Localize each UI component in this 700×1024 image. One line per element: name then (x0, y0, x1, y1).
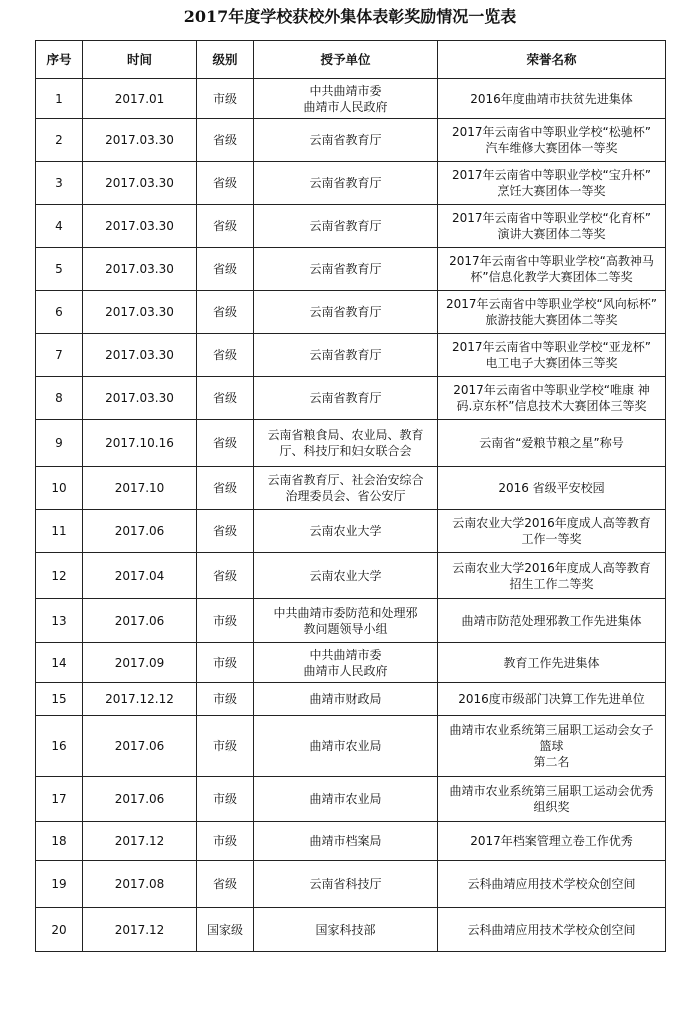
table-row (36, 777, 666, 822)
cell-level: 省级 (197, 553, 254, 599)
table-row (36, 599, 666, 643)
cell-granting-unit-line: 曲靖市农业局 (309, 792, 382, 806)
header-granting-unit: 授予单位 (254, 41, 438, 79)
cell-level: 省级 (197, 119, 254, 162)
cell-granting-unit (254, 908, 438, 952)
cell-honor-name-line: 2017年云南省中等职业学校“松驰杯” (452, 125, 651, 139)
table-row (36, 822, 666, 861)
cell-granting-unit-line: 云南农业大学 (309, 568, 382, 583)
table-row (36, 643, 666, 683)
cell-number: 1 (36, 79, 83, 119)
cell-number: 4 (36, 205, 83, 248)
table-row (36, 119, 666, 162)
cell-granting-unit-line: 云南省教育厅 (309, 219, 382, 233)
header-date: 时间 (83, 41, 197, 79)
cell-honor-name-line: 旅游技能大赛团体二等奖 (485, 313, 618, 327)
cell-honor-name (438, 861, 666, 908)
cell-number: 19 (36, 861, 83, 908)
cell-date: 2017.03.30 (83, 334, 197, 377)
cell-honor-name (438, 420, 666, 467)
cell-granting-unit-line: 曲靖市人民政府 (303, 663, 388, 678)
cell-date: 2017.12 (83, 908, 197, 952)
cell-granting-unit-line: 曲靖市档案局 (309, 834, 382, 848)
cell-level: 省级 (197, 861, 254, 908)
cell-honor-name-line: 云南省“爱粮节粮之星”称号 (479, 436, 624, 450)
cell-granting-unit-line: 曲靖市人民政府 (303, 99, 388, 114)
cell-date: 2017.12.12 (83, 683, 197, 716)
table-row (36, 79, 666, 119)
cell-granting-unit-line: 中共曲靖市委 (309, 83, 382, 98)
cell-level: 市级 (197, 599, 254, 643)
cell-number: 2 (36, 119, 83, 162)
cell-granting-unit-line: 曲靖市财政局 (309, 692, 382, 706)
cell-honor-name (438, 683, 666, 716)
table-row (36, 205, 666, 248)
cell-granting-unit-line: 云南省教育厅 (309, 305, 382, 319)
cell-honor-name-line: 2017年云南省中等职业学校“亚龙杯” (452, 340, 651, 354)
cell-honor-name-line: 教育工作先进集体 (503, 655, 600, 670)
cell-honor-name-line: 2017年云南省中等职业学校“宝升杯” (452, 168, 651, 182)
cell-number: 9 (36, 420, 83, 467)
table-row (36, 716, 666, 777)
cell-granting-unit (254, 716, 438, 777)
cell-number: 20 (36, 908, 83, 952)
cell-granting-unit (254, 643, 438, 683)
cell-honor-name (438, 467, 666, 510)
cell-date: 2017.09 (83, 643, 197, 683)
cell-date: 2017.10.16 (83, 420, 197, 467)
cell-date: 2017.06 (83, 716, 197, 777)
cell-honor-name (438, 822, 666, 861)
cell-honor-name-line: 2016年度曲靖市扶贫先进集体 (470, 91, 633, 106)
cell-level: 省级 (197, 205, 254, 248)
cell-granting-unit-line: 云南省教育厅 (309, 262, 382, 276)
cell-date: 2017.03.30 (83, 119, 197, 162)
cell-date: 2017.04 (83, 553, 197, 599)
cell-honor-name (438, 716, 666, 777)
table-row (36, 291, 666, 334)
cell-date: 2017.03.30 (83, 377, 197, 420)
cell-level: 市级 (197, 822, 254, 861)
cell-granting-unit-line: 云南省教育厅 (309, 391, 382, 405)
table-row (36, 248, 666, 291)
page-title: 2017年度学校获校外集体表彰奖励情况一览表 (183, 7, 517, 26)
cell-granting-unit (254, 467, 438, 510)
cell-granting-unit-line: 云南省教育厅 (309, 348, 382, 362)
cell-granting-unit-line: 厅、科技厅和妇女联合会 (279, 444, 412, 458)
cell-level: 省级 (197, 510, 254, 553)
cell-granting-unit (254, 553, 438, 599)
cell-level: 省级 (197, 420, 254, 467)
cell-number: 10 (36, 467, 83, 510)
cell-honor-name (438, 334, 666, 377)
cell-honor-name-line: 2017年档案管理立卷工作优秀 (470, 834, 633, 848)
cell-granting-unit-line: 中共曲靖市委 (309, 647, 382, 662)
cell-granting-unit (254, 861, 438, 908)
cell-honor-name-line: 第二名 (533, 755, 570, 769)
cell-granting-unit-line: 云南省科技厅 (309, 877, 382, 891)
cell-number: 13 (36, 599, 83, 643)
cell-honor-name-line: 曲靖市农业系统第三届职工运动会女子 (449, 723, 654, 737)
cell-honor-name-line: 码.京东杯”信息技术大赛团体三等奖 (456, 399, 647, 413)
cell-level: 国家级 (197, 908, 254, 952)
cell-date: 2017.10 (83, 467, 197, 510)
cell-honor-name (438, 908, 666, 952)
cell-number: 15 (36, 683, 83, 716)
cell-number: 12 (36, 553, 83, 599)
cell-date: 2017.06 (83, 777, 197, 822)
cell-honor-name-line: 2017年云南省中等职业学校“化育杯” (452, 211, 651, 225)
cell-honor-name (438, 291, 666, 334)
cell-granting-unit-line: 教问题领导小组 (303, 621, 388, 636)
cell-honor-name (438, 599, 666, 643)
cell-granting-unit (254, 377, 438, 420)
cell-number: 17 (36, 777, 83, 822)
cell-granting-unit (254, 205, 438, 248)
cell-honor-name (438, 553, 666, 599)
header-honor-name: 荣誉名称 (438, 41, 666, 79)
cell-granting-unit (254, 291, 438, 334)
table-row (36, 683, 666, 716)
cell-date: 2017.03.30 (83, 248, 197, 291)
cell-honor-name (438, 777, 666, 822)
cell-date: 2017.08 (83, 861, 197, 908)
cell-honor-name-line: 2017年云南省中等职业学校“高教神马 (449, 254, 654, 268)
cell-date: 2017.01 (83, 79, 197, 119)
cell-granting-unit (254, 420, 438, 467)
header-number: 序号 (36, 41, 83, 79)
cell-date: 2017.06 (83, 510, 197, 553)
cell-date: 2017.06 (83, 599, 197, 643)
cell-honor-name-line: 工作一等奖 (521, 532, 582, 546)
table-row (36, 420, 666, 467)
cell-number: 3 (36, 162, 83, 205)
cell-granting-unit (254, 510, 438, 553)
cell-granting-unit (254, 248, 438, 291)
cell-date: 2017.03.30 (83, 162, 197, 205)
cell-honor-name (438, 377, 666, 420)
cell-honor-name-line: 曲靖市防范处理邪教工作先进集体 (461, 613, 642, 628)
cell-date: 2017.03.30 (83, 291, 197, 334)
cell-honor-name-line: 云科曲靖应用技术学校众创空间 (467, 877, 636, 891)
table-body (36, 79, 666, 952)
cell-level: 省级 (197, 377, 254, 420)
cell-honor-name-line: 汽车维修大赛团体一等奖 (485, 141, 618, 155)
cell-honor-name-line: 曲靖市农业系统第三届职工运动会优秀 (449, 784, 654, 798)
cell-granting-unit (254, 162, 438, 205)
cell-level: 省级 (197, 291, 254, 334)
table-row (36, 861, 666, 908)
cell-honor-name (438, 162, 666, 205)
cell-honor-name-line: 招生工作二等奖 (509, 576, 594, 591)
cell-honor-name-line: 电工电子大赛团体三等奖 (485, 356, 618, 370)
cell-honor-name (438, 79, 666, 119)
cell-honor-name-line: 2017年云南省中等职业学校“唯康 神 (453, 383, 650, 397)
cell-granting-unit-line: 云南省粮食局、农业局、教育 (267, 428, 424, 442)
table-row (36, 553, 666, 599)
cell-granting-unit (254, 79, 438, 119)
cell-granting-unit (254, 822, 438, 861)
table-header-row (36, 41, 666, 79)
cell-number: 16 (36, 716, 83, 777)
cell-number: 14 (36, 643, 83, 683)
cell-date: 2017.03.30 (83, 205, 197, 248)
awards-table (35, 40, 666, 952)
cell-honor-name (438, 205, 666, 248)
table-row (36, 162, 666, 205)
cell-honor-name-line: 演讲大赛团体二等奖 (497, 227, 606, 241)
cell-granting-unit (254, 777, 438, 822)
header-level: 级别 (197, 41, 254, 79)
cell-honor-name-line: 2016度市级部门决算工作先进单位 (458, 692, 645, 706)
cell-honor-name (438, 119, 666, 162)
cell-level: 市级 (197, 79, 254, 119)
cell-level: 省级 (197, 334, 254, 377)
cell-level: 市级 (197, 716, 254, 777)
cell-date: 2017.12 (83, 822, 197, 861)
cell-number: 11 (36, 510, 83, 553)
cell-number: 6 (36, 291, 83, 334)
cell-granting-unit-line: 治理委员会、省公安厅 (285, 489, 406, 503)
cell-granting-unit (254, 119, 438, 162)
cell-granting-unit-line: 国家科技部 (315, 922, 376, 937)
cell-honor-name-line: 云南农业大学2016年度成人高等教育 (452, 560, 651, 575)
cell-granting-unit (254, 683, 438, 716)
cell-honor-name-line: 组织奖 (533, 800, 570, 814)
cell-honor-name-line: 篮球 (539, 739, 564, 753)
table-row (36, 467, 666, 510)
cell-level: 省级 (197, 162, 254, 205)
table-row (36, 334, 666, 377)
cell-number: 5 (36, 248, 83, 291)
cell-level: 省级 (197, 467, 254, 510)
cell-level: 市级 (197, 777, 254, 822)
cell-honor-name-line: 2017年云南省中等职业学校“风向标杯” (446, 297, 657, 311)
cell-granting-unit-line: 云南农业大学 (309, 524, 382, 538)
cell-granting-unit-line: 中共曲靖市委防范和处理邪 (273, 605, 418, 620)
cell-level: 市级 (197, 683, 254, 716)
cell-honor-name (438, 643, 666, 683)
cell-granting-unit-line: 曲靖市农业局 (309, 739, 382, 753)
cell-honor-name-line: 烹饪大赛团体一等奖 (497, 184, 606, 198)
cell-granting-unit (254, 334, 438, 377)
table-row (36, 908, 666, 952)
cell-honor-name-line: 云科曲靖应用技术学校众创空间 (467, 922, 636, 937)
cell-honor-name (438, 510, 666, 553)
cell-level: 省级 (197, 248, 254, 291)
cell-honor-name (438, 248, 666, 291)
cell-honor-name-line: 2016 省级平安校园 (498, 481, 605, 495)
cell-granting-unit-line: 云南省教育厅、社会治安综合 (267, 473, 424, 487)
cell-number: 7 (36, 334, 83, 377)
cell-granting-unit-line: 云南省教育厅 (309, 133, 382, 147)
cell-honor-name-line: 云南农业大学2016年度成人高等教育 (452, 516, 651, 530)
cell-granting-unit-line: 云南省教育厅 (309, 176, 382, 190)
table-row (36, 510, 666, 553)
cell-level: 市级 (197, 643, 254, 683)
cell-number: 18 (36, 822, 83, 861)
table-row (36, 377, 666, 420)
cell-honor-name-line: 杯”信息化教学大赛团体二等奖 (470, 270, 633, 284)
cell-number: 8 (36, 377, 83, 420)
cell-granting-unit (254, 599, 438, 643)
